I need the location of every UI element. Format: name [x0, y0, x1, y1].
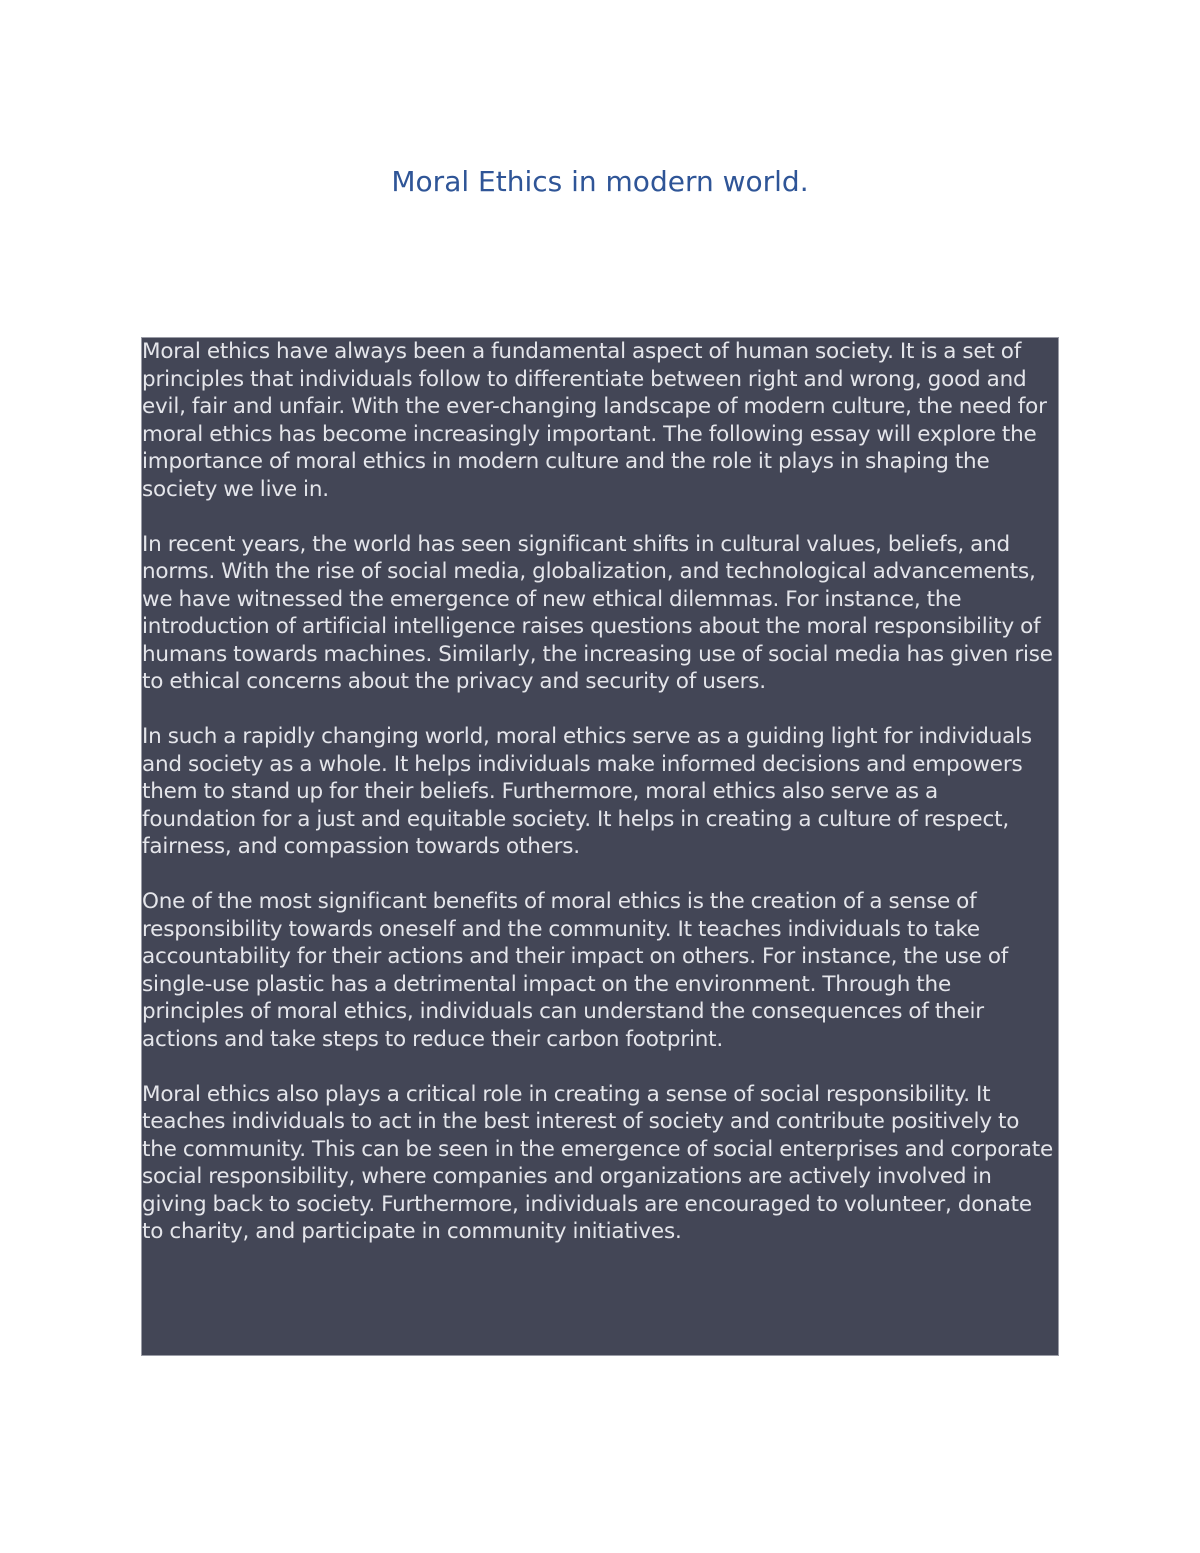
paragraph-4: One of the most significant benefits of moral ethics is the creation of a sense of responsibility towards oneself and the community. It teaches individuals to take accountability for their actions and their impact on others. For instance, the use of single-use plastic has a detrimental impact on the environment. Through the principles of moral ethics, individuals can understand the consequences of their actions and take steps to reduce their carbon footprint. [142, 889, 1009, 1052]
paragraph-3: In such a rapidly changing world, moral ethics serve as a guiding light for individuals and society as a whole. It helps individuals make informed decisions and empowers them to stand up for their beliefs. Furthermore, moral ethics also serve as a foundation for a just and equitable society. It helps in creating a culture of respect, fairness, and compassion towards others. [142, 724, 1032, 859]
essay-text-box [141, 337, 1059, 1356]
page-title: Moral Ethics in modern world. [391, 165, 809, 198]
paragraph-5: Moral ethics also plays a critical role in creating a sense of social responsibility. It teaches individuals to act in the best interest of society and contribute positively to the community. This can be seen in the emergence of social enterprises and corporate social responsibility, where companies and organizations are actively involved in giving back to society. Furthermore, individuals are encouraged to volunteer, donate to charity, and participate in community initiatives. [142, 1081, 1054, 1244]
paragraph-2: In recent years, the world has seen significant shifts in cultural values, beliefs, and norms. With the rise of social media, globalization, and technological advancements, we have witnessed the emergence of new ethical dilemmas. For instance, the introduction of artificial intelligence raises questions about the moral responsibility of humans towards machines. Similarly, the increasing use of social media has given rise to ethical concerns about the privacy and security of users. [142, 531, 1053, 694]
paragraph-1: Moral ethics have always been a fundamental aspect of human society. It is a set of principles that individuals follow to differentiate between right and wrong, good and evil, fair and unfair. With the ever-changing landscape of modern culture, the need for moral ethics has become increasingly important. The following essay will explore the importance of moral ethics in modern culture and the role it plays in shaping the society we live in. [142, 339, 1047, 502]
